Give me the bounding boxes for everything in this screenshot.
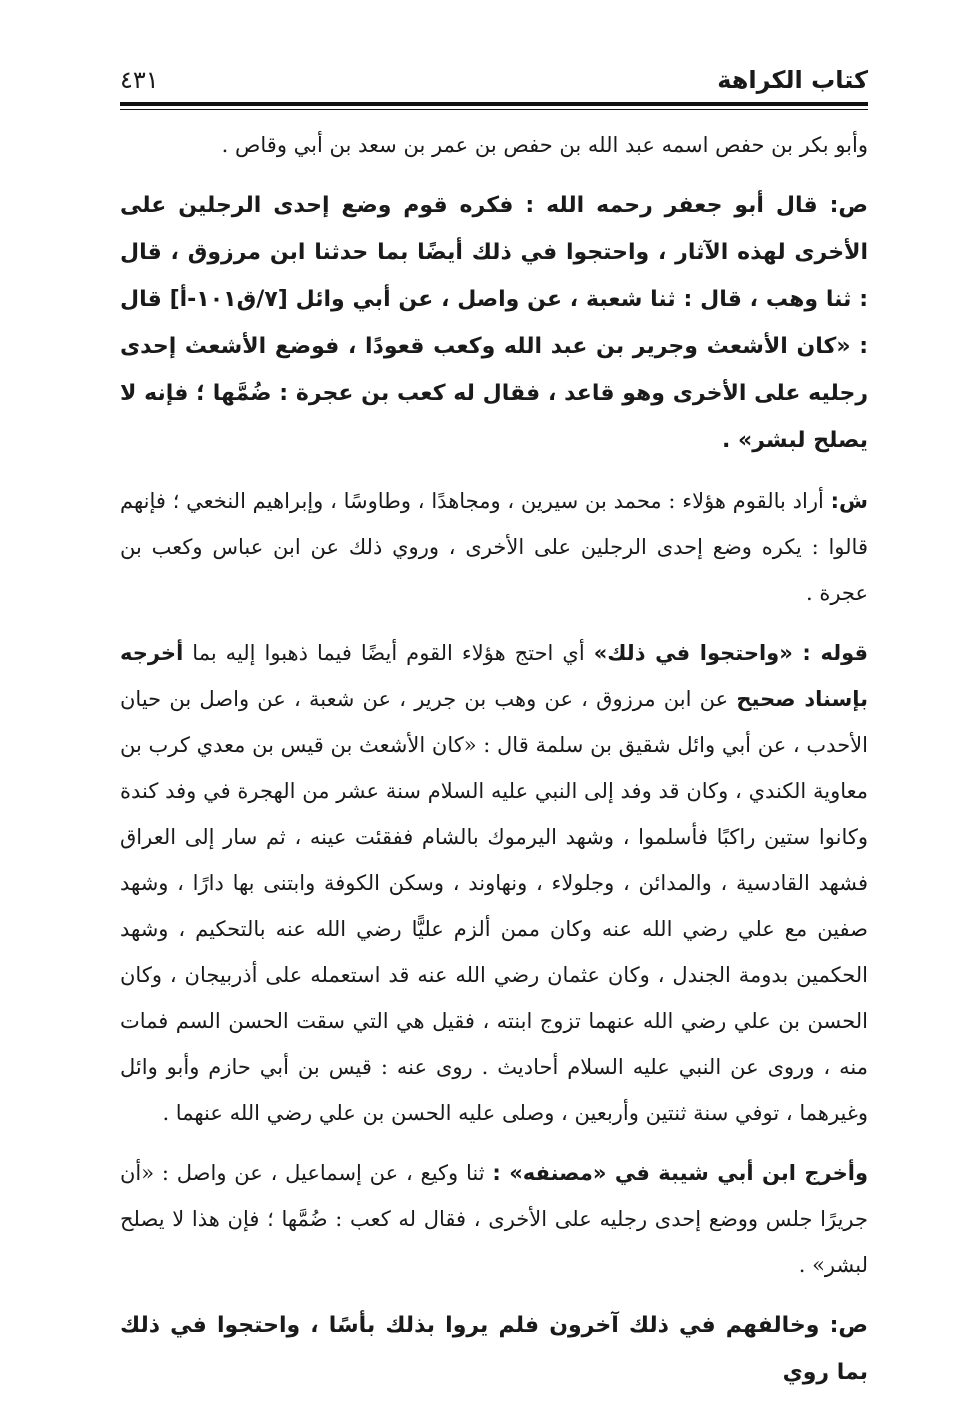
page-body xyxy=(120,122,868,1396)
chapter-title: كتاب الكراهة xyxy=(717,66,868,94)
shaybah-text: ثنا وكيع ، عن إسماعيل ، عن واصل : «أن جريرًا جلس ووضع إحدى رجليه على الأخرى ، فقال له كعب : ضُمَّها ؛ فإن هذا لا يصلح لبشر» . xyxy=(120,1161,868,1277)
sharh-marker: ش: xyxy=(830,489,868,513)
commentary-lead: قوله : «واحتجوا في ذلك» xyxy=(593,641,868,665)
paragraph-sharh-1 xyxy=(120,478,868,616)
name-note-text: وأبو بكر بن حفص اسمه عبد الله بن حفص بن عمر بن سعد بن أبي وقاص . xyxy=(221,133,868,157)
header-rule-thin xyxy=(120,109,868,110)
commentary-rest: عن ابن مرزوق ، عن وهب بن جرير ، عن شعبة ، عن واصل بن حيان الأحدب ، عن أبي وائل شقيق بن سلمة قال : «كان الأشعث بن قيس بن معدي كرب بن معاوية الكندي ، وكان قد وفد إلى النبي عليه السلام سنة عشر من الهجرة في وفد كندة وكانوا ستين راكبًا فأسلموا ، وشهد اليرموك بالشام ففقئت عينه ، ثم سار إلى العراق فشهد القادسية ، والمدائن ، وجلولاء ، ونهاوند ، وسكن الكوفة وابتنى بها دارًا ، وشهد صفين مع علي رضي الله عنه وكان ممن ألزم عليًّا رضي الله عنه بالتحكيم ، وشهد الحكمين بدومة الجندل ، وكان عثمان رضي الله عنه قد استعمله على أذربيجان ، وكان الحسن بن علي رضي الله عنهما تزوج ابنته ، فقيل هي التي سقت الحسن السم فمات منه ، وروى عن النبي عليه السلام أحاديث . روى عنه : قيس بن أبي حازم وأبو وائل وغيرهما ، توفي سنة ثنتين وأربعين ، وصلى عليه الحسن بن علي رضي الله عنهما . xyxy=(120,687,868,1125)
paragraph-commentary xyxy=(120,630,868,1136)
running-header xyxy=(120,40,868,100)
paragraph-matn-1 xyxy=(120,182,868,464)
commentary-bold: أخرجه بإسناد صحيح xyxy=(120,641,868,711)
matn-marker: ص: xyxy=(829,193,868,218)
matn-2-text: وخالفهم في ذلك آخرون فلم يروا بذلك بأسًا ، واحتجوا في ذلك بما روي xyxy=(120,1313,868,1385)
paragraph-matn-2 xyxy=(120,1302,868,1396)
sharh-text: أراد بالقوم هؤلاء : محمد بن سيرين ، ومجاهدًا ، وطاوسًا ، وإبراهيم النخعي ؛ فإنهم قالوا : يكره وضع إحدى الرجلين على الأخرى ، وروي ذلك عن ابن عباس وكعب بن عجرة . xyxy=(120,489,868,605)
commentary-mid: أي احتج هؤلاء القوم أيضًا فيما ذهبوا إليه بما xyxy=(192,641,585,665)
book-page xyxy=(120,40,868,1410)
page-number: ٤٣١ xyxy=(120,66,159,94)
shaybah-lead: وأخرج ابن أبي شيبة في «مصنفه» : xyxy=(492,1161,869,1185)
header-rule-thick xyxy=(120,102,868,106)
paragraph-ibn-abi-shaybah xyxy=(120,1150,868,1288)
matn-2-marker: ص: xyxy=(829,1313,868,1338)
matn-text: قال أبو جعفر رحمه الله : فكره قوم وضع إحدى الرجلين على الأخرى لهذه الآثار ، واحتجوا في ذلك أيضًا بما حدثنا ابن مرزوق ، قال : ثنا وهب ، قال : ثنا شعبة ، عن واصل ، عن أبي وائل [٧/ق١٠١-أ] قال : «كان الأشعث وجرير بن عبد الله وكعب قعودًا ، فوضع الأشعث إحدى رجليه على الأخرى وهو قاعد ، فقال له كعب بن عجرة : ضُمَّها ؛ فإنه لا يصلح لبشر» . xyxy=(120,193,868,453)
paragraph-name-note xyxy=(120,122,868,168)
